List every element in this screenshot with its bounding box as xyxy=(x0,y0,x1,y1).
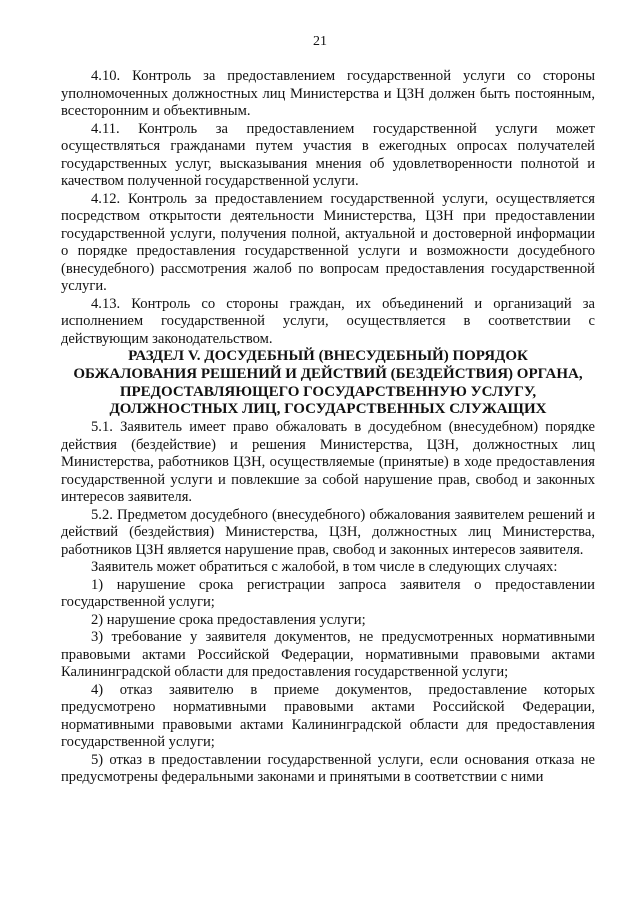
paragraph-4-10: 4.10. Контроль за предоставлением государственной услуги со стороны уполномоченных должностных лиц Министерства и ЦЗН должен быть постоянным, всесторонним и объективным. xyxy=(61,68,595,119)
page-number: 21 xyxy=(313,34,327,49)
paragraph-5-2: 5.2. Предметом досудебного (внесудебного) обжалования заявителем решений и действий (бездействия) Министерства, ЦЗН, должностных лиц Министерства, работников ЦЗН является нарушение прав, свобод и законных интересов заявителя. xyxy=(61,506,595,558)
paragraph-4-13: 4.13. Контроль со стороны граждан, их объединений и организаций за исполнением государственной услуги, осуществляется в соответствии с действующим законодательством. xyxy=(61,295,595,347)
paragraph-5-1: 5.1. Заявитель имеет право обжаловать в досудебном (внесудебном) порядке действия (бездействие) и решения Министерства, ЦЗН, должностных лиц Министерства, работников ЦЗН, осуществляемые (принятые) в ходе предоставления государственной услуги и повлекшие за собой нарушение прав, свобод и законных интересов заявителя. xyxy=(61,419,595,506)
section-heading-line: ДОЛЖНОСТНЫХ ЛИЦ, ГОСУДАРСТВЕННЫХ СЛУЖАЩИХ xyxy=(109,401,547,418)
paragraph-complaint-cases: Заявитель может обратиться с жалобой, в том числе в следующих случаях: xyxy=(91,559,558,576)
paragraph-4-12: 4.12. Контроль за предоставлением государственной услуги, осуществляется посредством открытости деятельности Министерства, ЦЗН при предоставлении государственной услуги, получения полной, актуальной и достоверной информации о порядке предоставления государственной услуги и возможности досудебного (внесудебного) рассмотрения жалоб по вопросам предоставления государственной услуги. xyxy=(61,190,595,294)
list-item-5: 5) отказ в предоставлении государственной услуги, если основания отказа не предусмотрены федеральными законами и принятыми в соответствии с ними xyxy=(61,751,595,786)
list-item-4: 4) отказ заявителю в приеме документов, предоставление которых предусмотрено нормативными правовыми актами Российской Федерации, нормативными правовыми актами Калининградской области для предоставления государственной услуги; xyxy=(61,681,595,751)
section-heading-line: ОБЖАЛОВАНИЯ РЕШЕНИЙ И ДЕЙСТВИЙ (БЕЗДЕЙСТВИЯ) ОРГАНА, xyxy=(73,365,583,382)
section-heading-line: ПРЕДОСТАВЛЯЮЩЕГО ГОСУДАРСТВЕННУЮ УСЛУГУ, xyxy=(119,383,537,400)
section-heading-line: РАЗДЕЛ V. ДОСУДЕБНЫЙ (ВНЕСУДЕБНЫЙ) ПОРЯДОК xyxy=(128,348,528,364)
list-item-1: 1) нарушение срока регистрации запроса заявителя о предоставлении государственной услуги; xyxy=(61,576,595,611)
list-item-3: 3) требование у заявителя документов, не предусмотренных нормативными правовыми актами Российской Федерации, нормативными правовыми актами Калининградской области для предоставления государственной услуги; xyxy=(61,629,595,681)
paragraph-4-11: 4.11. Контроль за предоставлением государственной услуги может осуществляться гражданами путем участия в ежегодных опросах получателей государственных услуг, высказывания мнения об удовлетворенности полнотой и качеством полученной государственной услуги. xyxy=(61,120,595,189)
document-body xyxy=(61,68,595,787)
list-item-2: 2) нарушение срока предоставления услуги; xyxy=(91,611,366,628)
section-heading xyxy=(61,348,595,419)
